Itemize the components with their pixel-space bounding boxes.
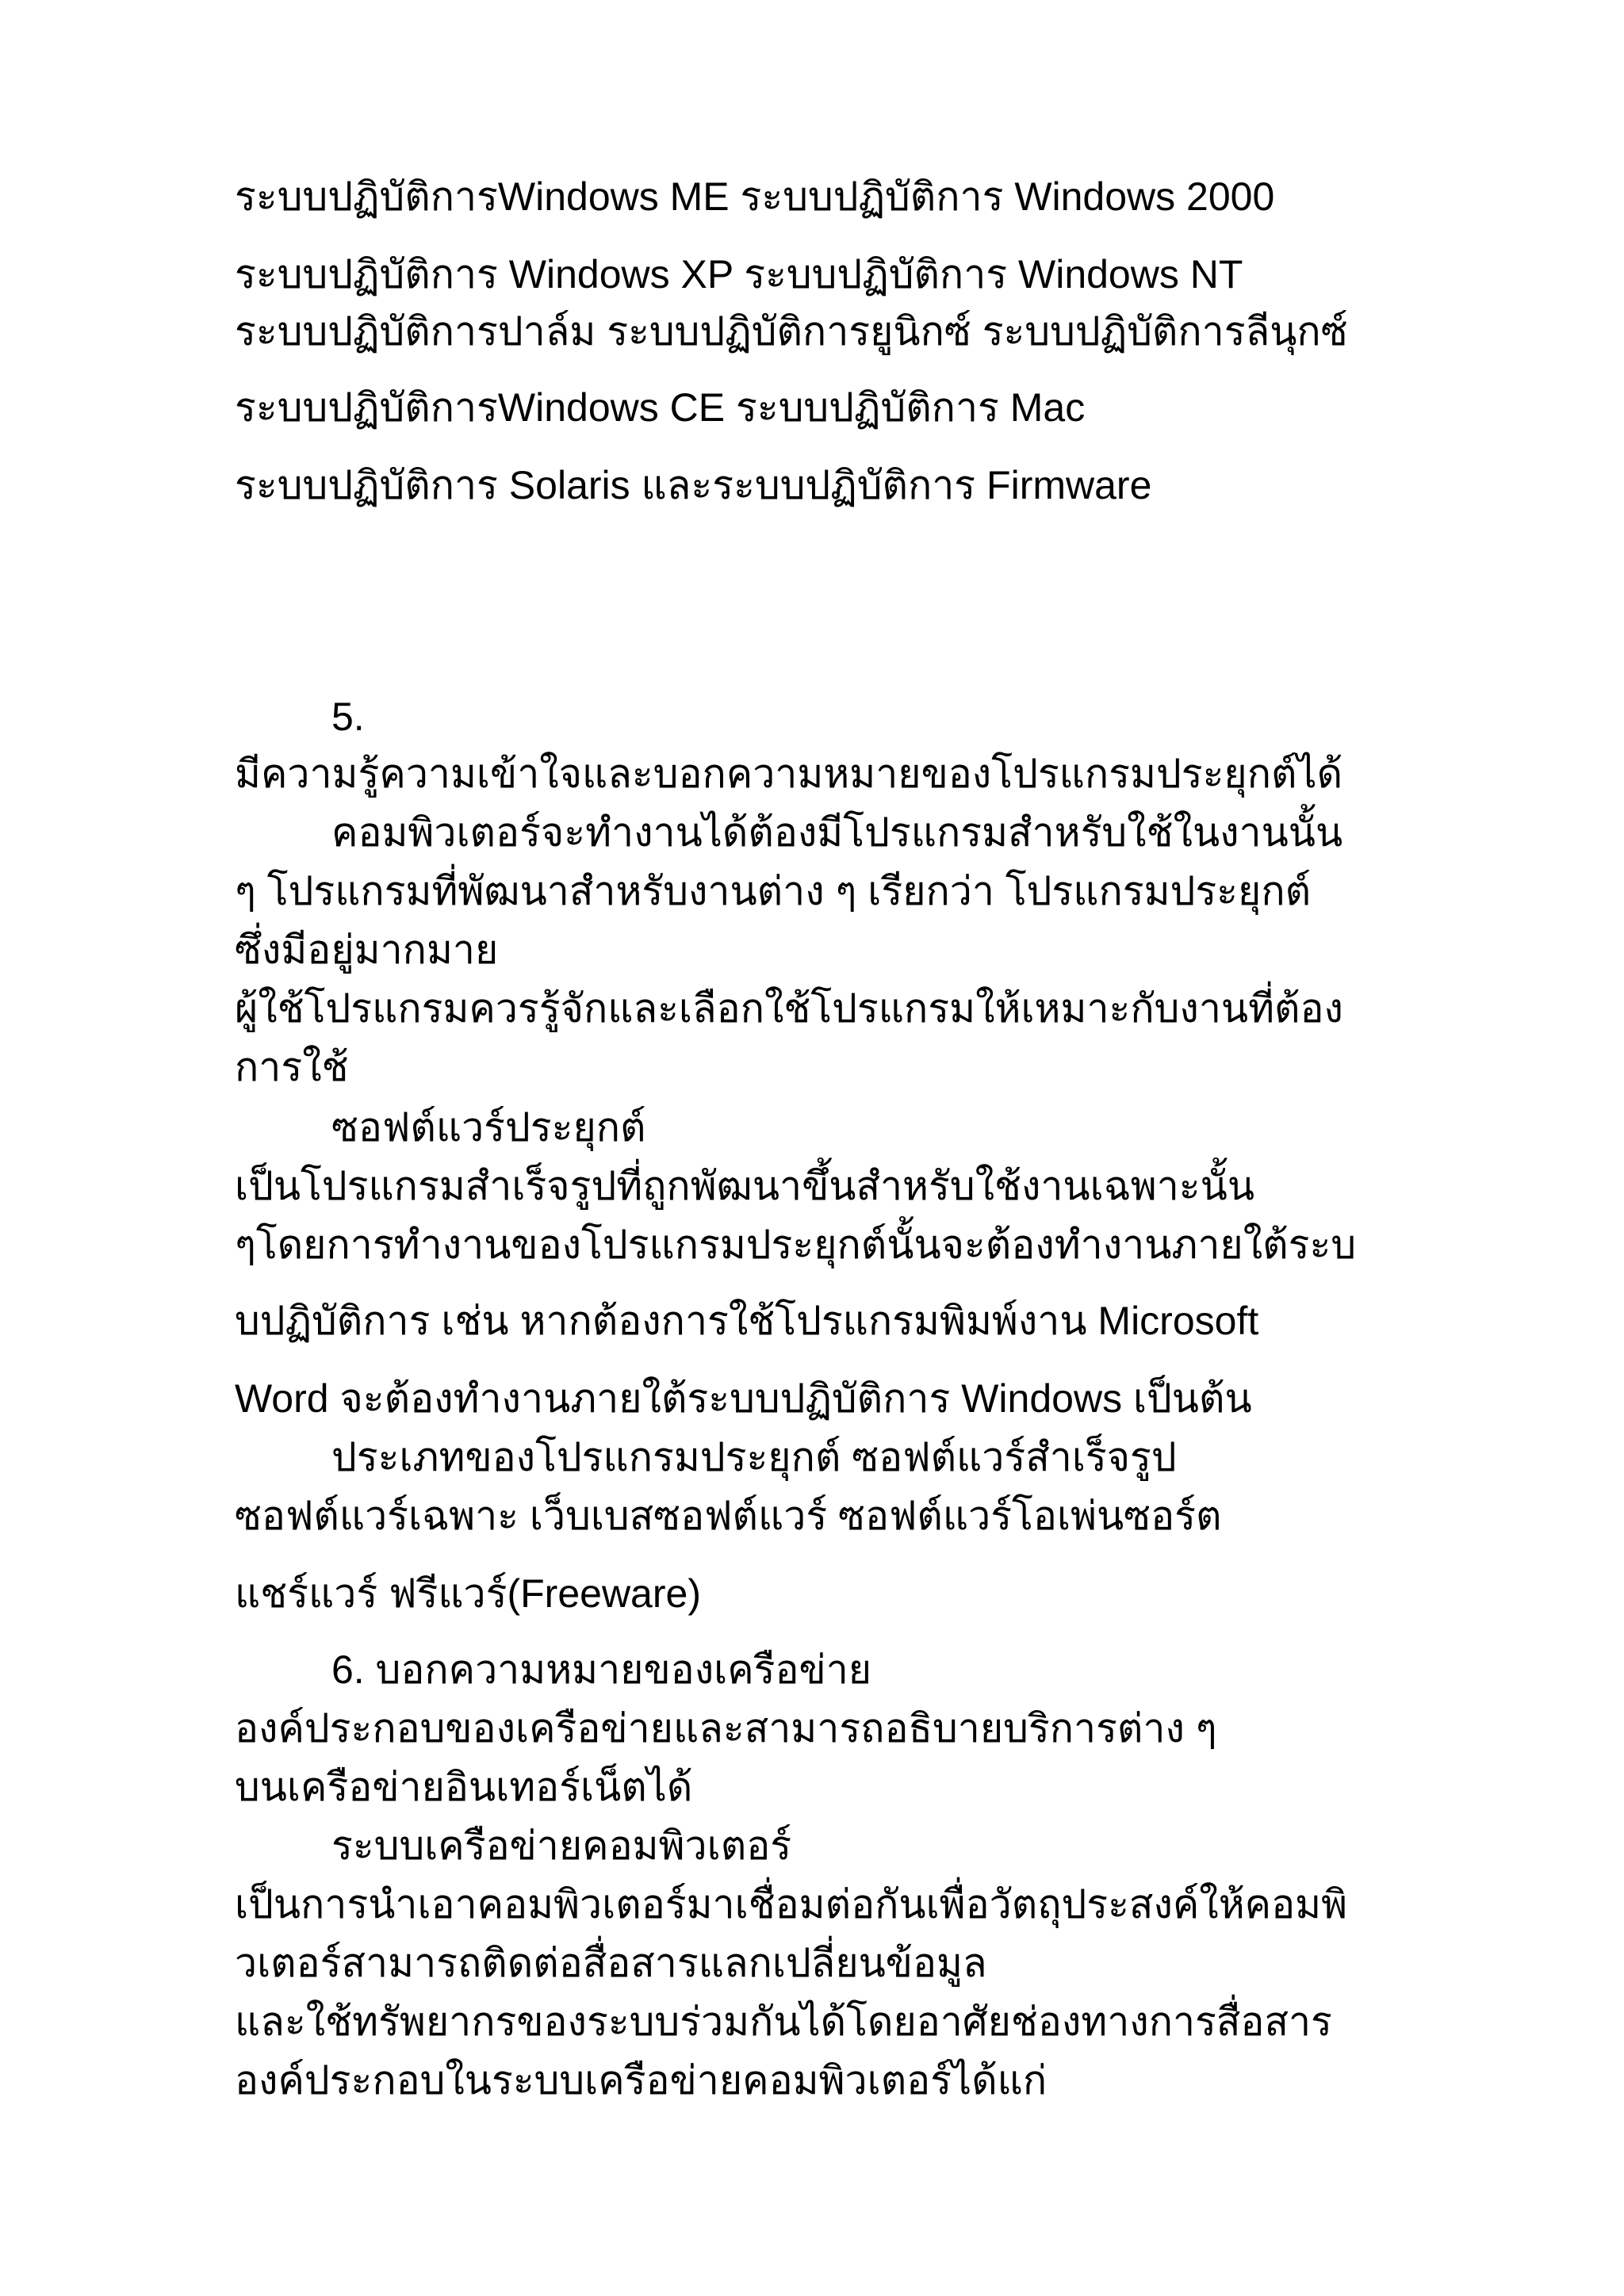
os-list-line-3: ระบบปฏิบัติการปาล์ม ระบบปฏิบัติการยูนิกซ์ ระบบปฏิบัติการลีนุกซ์: [235, 309, 1348, 354]
paragraph-line: ๆ โปรแกรมที่พัฒนาสำหรับงานต่าง ๆ เรียกว่า โปรแกรมประยุกต์: [235, 869, 1312, 913]
software-types-line: ซอฟต์แวร์เฉพาะ เว็บเบสซอฟต์แวร์ ซอฟต์แวร์โอเพ่นซอร์ต: [235, 1494, 1222, 1538]
section-6-heading-cont: บนเครือข่ายอินเทอร์เน็ตได้: [235, 1765, 693, 1809]
section-6-heading: 6. บอกความหมายของเครือข่าย: [331, 1647, 872, 1692]
paragraph-line: เป็นการนำเอาคอมพิวเตอร์มาเชื่อมต่อกันเพื่อวัตถุประสงค์ให้คอมพิ: [235, 1882, 1348, 1927]
software-types-line: แชร์แวร์ ฟรีแวร์(Freeware): [235, 1571, 701, 1616]
paragraph-line: วเตอร์สามารถติดต่อสื่อสารแลกเปลี่ยนข้อมูล: [235, 1941, 987, 1985]
os-list-line-5: ระบบปฏิบัติการ Solaris และระบบปฏิบัติการ Firmware: [235, 463, 1152, 507]
os-list-line-1: ระบบปฏิบัติการWindows ME ระบบปฏิบัติการ Windows 2000: [235, 174, 1275, 219]
paragraph-line: ซึ่งมีอยู่มากมาย: [235, 928, 499, 972]
paragraph-line: และใช้ทรัพยากรของระบบร่วมกันได้โดยอาศัยช่องทางการสื่อสาร: [235, 1999, 1332, 2044]
os-list-line-4: ระบบปฏิบัติการWindows CE ระบบปฏิบัติการ Mac: [235, 385, 1086, 430]
application-software-heading: ซอฟต์แวร์ประยุกต์: [331, 1105, 646, 1150]
computer-network-heading: ระบบเครือข่ายคอมพิวเตอร์: [331, 1823, 792, 1868]
paragraph-line: การใช้: [235, 1045, 349, 1089]
paragraph-line: บปฏิบัติการ เช่น หากต้องการใช้โปรแกรมพิมพ์งาน Microsoft: [235, 1299, 1259, 1343]
paragraph-line: คอมพิวเตอร์จะทำงานได้ต้องมีโปรแกรมสำหรับใช้ในงานนั้น: [331, 810, 1343, 855]
paragraph-line: Word จะต้องทำงานภายใต้ระบบปฏิบัติการ Windows เป็นต้น: [235, 1376, 1252, 1421]
paragraph-line: ๆโดยการทำงานของโปรแกรมประยุกต์นั้นจะต้องทำงานภายใต้ระบ: [235, 1223, 1357, 1267]
paragraph-line: เป็นโปรแกรมสำเร็จรูปที่ถูกพัฒนาขึ้นสำหรับใช้งานเฉพาะนั้น: [235, 1164, 1255, 1208]
paragraph-line: องค์ประกอบในระบบเครือข่ายคอมพิวเตอร์ได้แก่: [235, 2058, 1048, 2103]
software-types-line: ประเภทของโปรแกรมประยุกต์ ซอฟต์แวร์สำเร็จรูป: [331, 1435, 1177, 1479]
section-5-number: 5.: [331, 695, 365, 739]
os-list-line-2: ระบบปฏิบัติการ Windows XP ระบบปฏิบัติการ Windows NT: [235, 252, 1243, 297]
paragraph-line: ผู้ใช้โปรแกรมควรรู้จักและเลือกใช้โปรแกรมให้เหมาะกับงานที่ต้อง: [235, 986, 1343, 1031]
section-6-heading-cont: องค์ประกอบของเครือข่ายและสามารถอธิบายบริการต่าง ๆ: [235, 1706, 1217, 1751]
section-5-heading: มีความรู้ความเข้าใจและบอกความหมายของโปรแกรมประยุกต์ได้: [235, 752, 1343, 796]
